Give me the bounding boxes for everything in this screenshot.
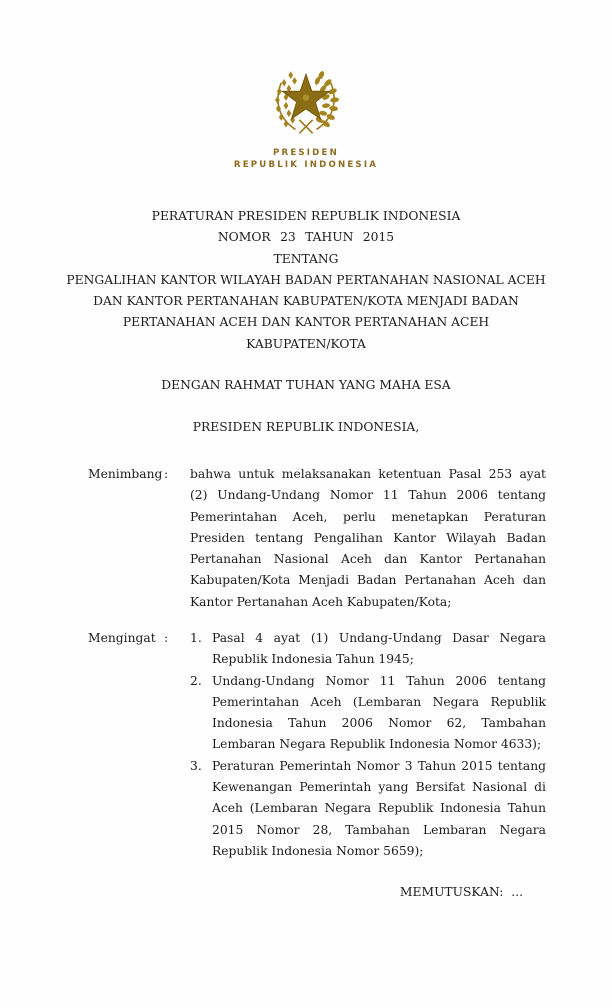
item-number: 2. [190, 673, 202, 688]
mengingat-item-3 [190, 756, 546, 862]
title-line: PERTANAHAN ACEH DAN KANTOR PERTANAHAN ACEH [122, 315, 490, 330]
mengingat-item-2 [190, 671, 546, 756]
item-text [212, 671, 546, 756]
letterhead-republik-indonesia: REPUBLIK INDONESIA [233, 159, 379, 170]
menimbang-line: Kantor Pertanahan Aceh Kabupaten/Kota; [190, 594, 452, 609]
motto-block [0, 375, 612, 396]
title-block [0, 206, 612, 355]
menimbang-line: Kabupaten/Kota Menjadi Badan Pertanahan Aceh dan [190, 573, 546, 588]
item-text [212, 756, 546, 862]
menimbang-line: Pertanahan Nasional Aceh dan Kantor Pertanahan [190, 552, 546, 567]
item-number: 1. [190, 631, 202, 645]
menimbang-line: Presiden tentang Pengalihan Kantor Wilayah Badan [190, 530, 546, 545]
title-line-nomor: NOMOR 23 TAHUN 2015 [217, 230, 395, 245]
presidential-seal-icon [266, 58, 346, 140]
opening-line: PRESIDEN REPUBLIK INDONESIA, [192, 420, 420, 434]
mengingat-line: Lembaran Negara Republik Indonesia Nomor 4633); [212, 737, 542, 752]
item-text [212, 628, 546, 671]
title-line: PENGALIHAN KANTOR WILAYAH BADAN PERTANAHAN NASIONAL ACEH [66, 272, 546, 287]
memutuskan-line: MEMUTUSKAN: ... [399, 885, 523, 899]
menimbang-label: Menimbang [88, 467, 163, 481]
menimbang-line: Pemerintahan Aceh, perlu menetapkan Peraturan [190, 509, 546, 524]
mengingat-colon: : [164, 631, 169, 645]
menimbang-content [190, 464, 546, 613]
menimbang-section [88, 464, 546, 613]
mengingat-line: Peraturan Pemerintah Nomor 3 Tahun 2015 tentang [212, 758, 546, 773]
title-line: KABUPATEN/KOTA [246, 336, 366, 351]
title-line: DAN KANTOR PERTANAHAN KABUPATEN/KOTA MENJADI BADAN [93, 294, 519, 309]
mengingat-line: Pasal 4 ayat (1) Undang-Undang Dasar Negara [212, 631, 546, 645]
item-number: 3. [190, 758, 202, 773]
mengingat-line: Kewenangan Pemerintah yang Bersifat Nasional di [212, 780, 546, 795]
mengingat-line: Indonesia Tahun 2006 Nomor 62, Tambahan [212, 716, 546, 731]
mengingat-section [88, 628, 546, 862]
opening-block [0, 417, 612, 438]
title-line: PERATURAN PRESIDEN REPUBLIK INDONESIA [151, 209, 461, 223]
motto-line: DENGAN RAHMAT TUHAN YANG MAHA ESA [161, 378, 451, 392]
mengingat-line: 2015 Nomor 28, Tambahan Lembaran Negara [212, 822, 546, 837]
title-line-tentang: TENTANG [273, 251, 339, 266]
mengingat-content [190, 628, 546, 862]
mengingat-line: Republik Indonesia Nomor 5659); [212, 843, 424, 858]
menimbang-colon: : [164, 467, 169, 481]
mengingat-line: Aceh (Lembaran Negara Republik Indonesia Tahun [212, 801, 546, 816]
mengingat-label: Mengingat [88, 631, 156, 645]
letterhead-presiden: PRESIDEN [273, 148, 339, 158]
mengingat-line: Undang-Undang Nomor 11 Tahun 2006 tentang [212, 673, 546, 688]
menimbang-line: (2) Undang-Undang Nomor 11 Tahun 2006 tentang [190, 488, 546, 503]
mengingat-item-1 [190, 628, 546, 671]
mengingat-line: Pemerintahan Aceh (Lembaran Negara Republik [212, 694, 546, 709]
menimbang-line: bahwa untuk melaksanakan ketentuan Pasal 253 ayat [190, 467, 546, 481]
mengingat-line: Republik Indonesia Tahun 1945; [212, 652, 414, 667]
